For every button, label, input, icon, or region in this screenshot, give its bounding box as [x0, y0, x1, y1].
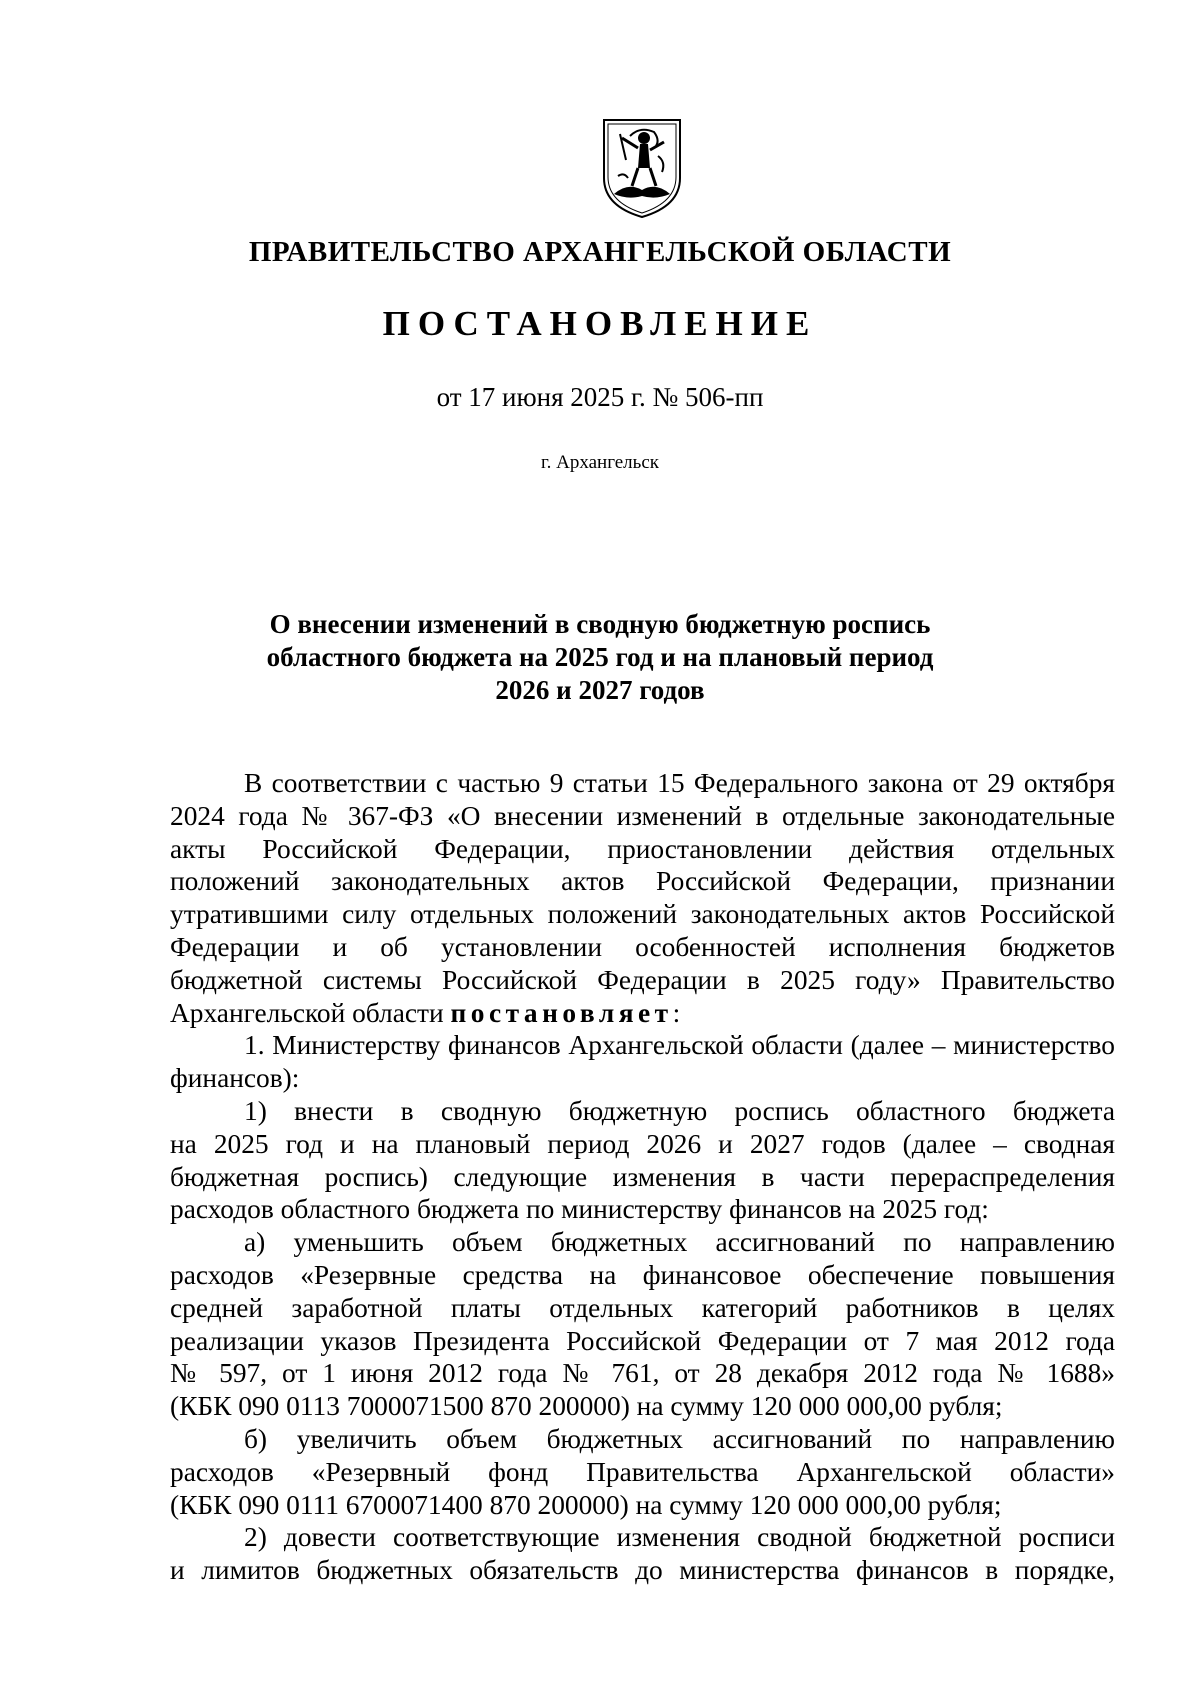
- document-city: г. Архангельск: [540, 452, 659, 473]
- body-line: 1) внести в сводную бюджетную роспись областного бюджета: [244, 1095, 1115, 1126]
- document-type: ПОСТАНОВЛЕНИЕ: [382, 304, 818, 343]
- body-line: а) уменьшить объем бюджетных ассигнований по направлению: [244, 1227, 1115, 1258]
- body-line: и лимитов бюджетных обязательств до министерства финансов в порядке,: [170, 1555, 1115, 1586]
- organization-title: ПРАВИТЕЛЬСТВО АРХАНГЕЛЬСКОЙ ОБЛАСТИ: [248, 236, 952, 268]
- body-line: 2) довести соответствующие изменения сводной бюджетной росписи: [244, 1522, 1115, 1553]
- body-line: расходов «Резервные средства на финансовое обеспечение повышения: [170, 1259, 1115, 1290]
- body-line: средней заработной платы отдельных категорий работников в целях: [170, 1292, 1115, 1323]
- body-line: № 597, от 1 июня 2012 года № 761, от 28 декабря 2012 года № 1688»: [170, 1358, 1115, 1389]
- body-line: акты Российской Федерации, приостановлении действия отдельных: [170, 833, 1115, 864]
- resolution-keyword: постановляет: [450, 997, 673, 1028]
- body-line: Архангельской области: [170, 997, 451, 1028]
- body-line: на 2025 год и на плановый период 2026 и 2027 годов (далее – сводная: [170, 1128, 1115, 1159]
- body-line: бюджетной системы Российской Федерации в 2025 году» Правительство: [170, 964, 1115, 995]
- body-line: бюджетная роспись) следующие изменения в части перераспределения: [170, 1161, 1115, 1192]
- subject-line: 2026 и 2027 годов: [495, 675, 705, 705]
- body-line: В соответствии с частью 9 статьи 15 Федерального закона от 29 октября: [244, 768, 1115, 798]
- body-line-resolution: [170, 997, 1115, 1030]
- body-line: (КБК 090 0111 6700071400 870 200000) на сумму 120 000 000,00 рубля;: [170, 1489, 1002, 1520]
- arkhangelsk-coat-of-arms-icon: [600, 116, 684, 220]
- document-subject: [0, 608, 1200, 707]
- body-line: реализации указов Президента Российской Федерации от 7 мая 2012 года: [170, 1325, 1115, 1356]
- body-line: расходов «Резервный фонд Правительства Архангельской области»: [170, 1456, 1115, 1487]
- resolution-colon: :: [672, 997, 681, 1028]
- body-line: финансов):: [170, 1063, 300, 1094]
- document-body: [170, 767, 1115, 1587]
- document-date-number: от 17 июня 2025 г. № 506-пп: [436, 382, 764, 412]
- body-line: Федерации и об установлении особенностей исполнения бюджетов: [170, 931, 1115, 962]
- body-line: 1. Министерству финансов Архангельской области (далее – министерство: [244, 1030, 1115, 1061]
- subject-line: О внесении изменений в сводную бюджетную роспись: [269, 609, 931, 639]
- body-line: утратившими силу отдельных положений законодательных актов Российской: [170, 899, 1115, 930]
- body-line: б) увеличить объем бюджетных ассигнований по направлению: [244, 1423, 1115, 1454]
- body-line: 2024 года № 367-ФЗ «О внесении изменений в отдельные законодательные: [170, 800, 1115, 831]
- body-line: положений законодательных актов Российской Федерации, признании: [170, 866, 1115, 897]
- body-line: (КБК 090 0113 7000071500 870 200000) на сумму 120 000 000,00 рубля;: [170, 1391, 1003, 1422]
- body-line: расходов областного бюджета по министерству финансов на 2025 год:: [170, 1194, 989, 1225]
- subject-line: областного бюджета на 2025 год и на плановый период: [266, 642, 934, 672]
